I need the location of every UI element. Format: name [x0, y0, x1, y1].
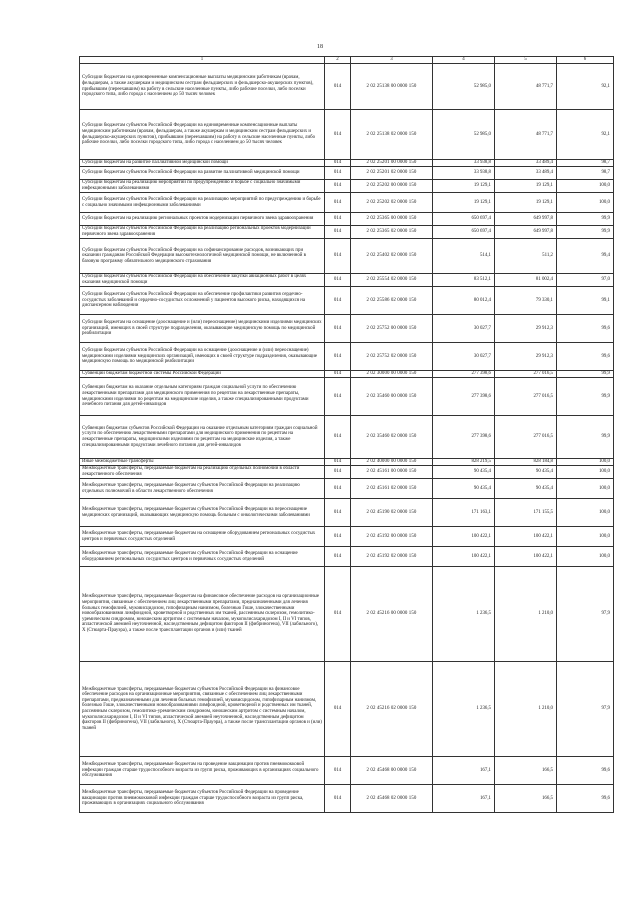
row-description: Субсидии бюджетам субъектов Российской Федерации на обеспечение закупки авиационных работ в целях оказания медицинской помощи	[80, 274, 325, 287]
row-description: Межбюджетные трансферты, передаваемые бюджетам на проведение вакцинации против пневмококковой инфекции граждан старше трудоспособного возраста из групп риска, проживающих в организациях социального обслуживания	[80, 757, 325, 785]
row-percent: 92,1	[557, 64, 614, 110]
table-row	[80, 527, 614, 547]
budget-report-table	[79, 56, 614, 813]
row-kbk: 2 02 45216 02 0000 150	[351, 662, 433, 757]
row-plan: 828 219,5	[433, 459, 495, 466]
row-actual: 828 184,8	[495, 459, 557, 466]
row-kbk: 2 02 45192 02 0000 150	[351, 547, 433, 567]
row-kbk: 2 02 45468 00 0000 150	[351, 757, 433, 785]
row-description: Межбюджетные трансферты, передаваемые бюджетам субъектов Российской Федерации на оснащение оборудованием региональных сосудистых центров и первичных сосудистых отделений	[80, 547, 325, 567]
row-kbk: 2 02 45190 02 0000 150	[351, 499, 433, 527]
table-row	[80, 343, 614, 371]
row-plan: 100 422,1	[433, 547, 495, 567]
table-row	[80, 287, 614, 315]
row-actual: 277 016,5	[495, 371, 557, 378]
row-actual: 277 016,5	[495, 378, 557, 416]
row-description: Субсидии бюджетам на развитие паллиативной медицинской помощи	[80, 160, 325, 167]
row-code: 014	[325, 239, 351, 274]
row-percent: 100,0	[557, 180, 614, 193]
table-row	[80, 226, 614, 239]
row-percent: 92,1	[557, 110, 614, 160]
row-code: 014	[325, 110, 351, 160]
row-kbk: 2 02 25586 02 0000 150	[351, 287, 433, 315]
row-plan: 19 129,1	[433, 193, 495, 213]
row-plan: 277 398,6	[433, 416, 495, 459]
row-code: 014	[325, 371, 351, 378]
row-plan: 80 012,4	[433, 287, 495, 315]
table-row	[80, 785, 614, 813]
table-row	[80, 239, 614, 274]
row-kbk: 2 02 25201 00 0000 150	[351, 160, 433, 167]
row-actual: 171 155,5	[495, 499, 557, 527]
row-description: Субсидии бюджетам на реализацию мероприятий по предупреждению и борьбе с социально значимыми инфекционными заболеваниями	[80, 180, 325, 193]
row-percent: 100,0	[557, 527, 614, 547]
row-code: 014	[325, 180, 351, 193]
column-header: 2	[325, 57, 351, 64]
row-percent: 99,6	[557, 785, 614, 813]
table-row	[80, 180, 614, 193]
column-header: 5	[495, 57, 557, 64]
row-actual: 90 435,4	[495, 479, 557, 499]
row-percent: 99,1	[557, 287, 614, 315]
row-plan: 650 697,4	[433, 226, 495, 239]
row-description: Субвенции бюджетам субъектов Российской Федерации на оказание отдельным категориям граждан социальной услуги по обеспечению лекарственными препаратами для медицинского применения по рецептам на лекарственные препараты, медицинскими изделиями по рецептам на медицинские изделия, а также специализированными продуктами лечебного питания для детей-инвалидов	[80, 416, 325, 459]
row-kbk: 2 02 25201 02 0000 150	[351, 167, 433, 180]
table-row	[80, 274, 614, 287]
column-header: 6	[557, 57, 614, 64]
row-actual: 90 435,4	[495, 466, 557, 479]
row-plan: 90 435,4	[433, 466, 495, 479]
row-kbk: 2 02 25554 02 0000 150	[351, 274, 433, 287]
row-percent: 100,0	[557, 459, 614, 466]
row-code: 014	[325, 213, 351, 226]
row-code: 014	[325, 343, 351, 371]
row-actual: 29 912,3	[495, 315, 557, 343]
row-actual: 81 002,4	[495, 274, 557, 287]
row-kbk: 2 02 40000 00 0000 150	[351, 459, 433, 466]
row-actual: 1 210,0	[495, 662, 557, 757]
row-plan: 167,1	[433, 785, 495, 813]
row-plan: 33 938,8	[433, 167, 495, 180]
header-row	[80, 57, 614, 64]
row-percent: 100,0	[557, 193, 614, 213]
row-kbk: 2 02 25138 02 0000 150	[351, 110, 433, 160]
row-description: Субвенции бюджетам на оказание отдельным категориям граждан социальной услуги по обеспечению лекарственными препаратами для медицинского применения по рецептам на лекарственные препараты, медицинскими изделиями по рецептам на медицинские изделия, а также специализированными продуктами лечебного питания для детей-инвалидов	[80, 378, 325, 416]
table-row	[80, 160, 614, 167]
row-description: Субсидии бюджетам субъектов Российской Федерации на оснащение (дооснащение и (или) переоснащение) медицинскими изделиями медицинских организаций, имеющих в своей структуре подразделения, оказывающие медицинскую помощь по медицинской реабилитации	[80, 343, 325, 371]
row-code: 014	[325, 499, 351, 527]
table-row	[80, 213, 614, 226]
row-kbk: 2 02 25752 02 0000 150	[351, 343, 433, 371]
row-actual: 19 129,1	[495, 180, 557, 193]
row-kbk: 2 02 25365 02 0000 150	[351, 226, 433, 239]
row-percent: 99,9	[557, 226, 614, 239]
row-plan: 1 236,5	[433, 567, 495, 662]
table-row	[80, 378, 614, 416]
row-percent: 98,7	[557, 167, 614, 180]
row-actual: 29 912,3	[495, 343, 557, 371]
row-actual: 33 489,4	[495, 160, 557, 167]
row-code: 014	[325, 378, 351, 416]
row-kbk: 2 02 25202 00 0000 150	[351, 180, 433, 193]
row-percent: 97,0	[557, 274, 614, 287]
row-percent: 99,4	[557, 239, 614, 274]
row-plan: 167,1	[433, 757, 495, 785]
row-actual: 48 771,7	[495, 64, 557, 110]
row-percent: 99,6	[557, 757, 614, 785]
row-kbk: 2 02 45161 00 0000 150	[351, 466, 433, 479]
row-code: 014	[325, 466, 351, 479]
row-kbk: 2 02 25138 00 0000 150	[351, 64, 433, 110]
row-code: 014	[325, 547, 351, 567]
table-row	[80, 167, 614, 180]
row-percent: 99,6	[557, 343, 614, 371]
table-row	[80, 64, 614, 110]
row-percent: 100,0	[557, 479, 614, 499]
row-description: Иные межбюджетные трансферты	[80, 459, 325, 466]
row-plan: 1 236,5	[433, 662, 495, 757]
row-code: 014	[325, 274, 351, 287]
row-actual: 166,5	[495, 757, 557, 785]
row-kbk: 2 02 25365 00 0000 150	[351, 213, 433, 226]
row-actual: 649 997,8	[495, 226, 557, 239]
row-plan: 19 129,1	[433, 180, 495, 193]
table-row	[80, 110, 614, 160]
row-code: 014	[325, 193, 351, 213]
row-plan: 100 422,1	[433, 527, 495, 547]
table-row	[80, 459, 614, 466]
row-percent: 99,9	[557, 371, 614, 378]
row-percent: 99,9	[557, 416, 614, 459]
table-row	[80, 479, 614, 499]
row-actual: 79 330,1	[495, 287, 557, 315]
table-row	[80, 371, 614, 378]
column-header: 3	[351, 57, 433, 64]
row-plan: 52 985,0	[433, 110, 495, 160]
row-plan: 33 938,8	[433, 160, 495, 167]
row-plan: 650 697,4	[433, 213, 495, 226]
row-description: Субвенции бюджетам бюджетной системы Российской Федерации	[80, 371, 325, 378]
row-description: Субсидии бюджетам субъектов Российской Федерации на развитие паллиативной медицинской помощи	[80, 167, 325, 180]
column-header: 1	[80, 57, 325, 64]
row-plan: 30 027,7	[433, 315, 495, 343]
row-code: 014	[325, 160, 351, 167]
row-plan: 514,1	[433, 239, 495, 274]
row-description: Межбюджетные трансферты, передаваемые бюджетам субъектов Российской Федерации на реализацию отдельных полномочий в области лекарственного обеспечения	[80, 479, 325, 499]
row-kbk: 2 02 25402 02 0000 150	[351, 239, 433, 274]
row-kbk: 2 02 45468 02 0000 150	[351, 785, 433, 813]
row-description: Межбюджетные трансферты, передаваемые бюджетам на оснащение оборудованием региональных сосудистых центров и первичных сосудистых отделений	[80, 527, 325, 547]
table-row	[80, 499, 614, 527]
row-plan: 277 398,6	[433, 371, 495, 378]
table-row	[80, 466, 614, 479]
table-row	[80, 547, 614, 567]
row-code: 014	[325, 662, 351, 757]
row-plan: 30 027,7	[433, 343, 495, 371]
row-description: Субсидии бюджетам субъектов Российской Федерации на обеспечение профилактики развития сердечно-сосудистых заболеваний и сердечно-сосудистых осложнений у пациентов высокого риска, находящихся на диспансерном наблюдении	[80, 287, 325, 315]
row-percent: 99,6	[557, 315, 614, 343]
row-percent: 97,9	[557, 567, 614, 662]
row-actual: 649 997,8	[495, 213, 557, 226]
table-row	[80, 315, 614, 343]
row-kbk: 2 02 35460 02 0000 150	[351, 416, 433, 459]
column-header: 4	[433, 57, 495, 64]
row-actual: 166,5	[495, 785, 557, 813]
row-description: Субсидии бюджетам субъектов Российской Федерации на реализацию мероприятий по предупреждению и борьбе с социально значимыми инфекционными заболеваниями	[80, 193, 325, 213]
row-actual: 1 210,0	[495, 567, 557, 662]
row-percent: 100,0	[557, 466, 614, 479]
row-kbk: 2 02 35460 00 0000 150	[351, 378, 433, 416]
row-plan: 277 398,6	[433, 378, 495, 416]
row-percent: 98,7	[557, 160, 614, 167]
row-description: Субсидии бюджетам на оснащение (дооснащение и (или) переоснащение) медицинскими изделиями медицинских организаций, имеющих в своей структуре подразделения, оказывающие медицинскую помощь по медицинской реабилитации	[80, 315, 325, 343]
row-description: Субсидии бюджетам субъектов Российской Федерации на реализацию региональных проектов модернизации первичного звена здравоохранения	[80, 226, 325, 239]
row-actual: 511,2	[495, 239, 557, 274]
row-actual: 33 489,4	[495, 167, 557, 180]
row-description: Субсидии бюджетам на единовременные компенсационные выплаты медицинским работникам (врачам, фельдшерам, а также акушеркам и медицинским сестрам фельдшерских и фельдшерско-акушерских пунктов), прибывшим (переехавшим) на работу в сельские населенные пункты, либо рабочие поселки, либо поселки городского типа, либо города с населением до 50 тысяч человек	[80, 64, 325, 110]
row-kbk: 2 02 25202 02 0000 150	[351, 193, 433, 213]
table-body	[80, 64, 614, 813]
row-percent: 97,9	[557, 662, 614, 757]
row-plan: 83 512,1	[433, 274, 495, 287]
row-actual: 100 422,1	[495, 547, 557, 567]
row-percent: 100,0	[557, 547, 614, 567]
row-percent: 100,0	[557, 499, 614, 527]
row-description: Межбюджетные трансферты, передаваемые бюджетам на реализацию отдельных полномочий в области лекарственного обеспечения	[80, 466, 325, 479]
table-row	[80, 416, 614, 459]
row-description: Межбюджетные трансферты, передаваемые бюджетам субъектов Российской Федерации на проведение вакцинации против пневмококковой инфекции граждан старше трудоспособного возраста из групп риска, проживающих в организациях социального обслуживания	[80, 785, 325, 813]
row-description: Межбюджетные трансферты, передаваемые бюджетам субъектов Российской Федерации на финансовое обеспечение расходов на организационные мероприятия, связанные с обеспечением лиц лекарственными препаратами, предназначенными для лечения больных гемофилией, муковисцидозом, гипофизарным нанизмом, болезнью Гоше, злокачественными новообразованиями лимфоидной, кроветворной и родственных им тканей, рассеянным склерозом, гемолитико-уремическим синдромом, юношеским артритом с системным началом, мукополисахаридозом I, II и VI типов, апластической анемией неуточненной, наследственным дефицитом факторов II (фибриногена), VII (лабильного), X (Стюарта-Прауэра), а также после трансплантации органов и (или) тканей	[80, 662, 325, 757]
page-number: 18	[317, 44, 323, 50]
row-description: Субсидии бюджетам субъектов Российской Федерации на единовременные компенсационные выплаты медицинским работникам (врачам, фельдшерам, а также акушеркам и медицинским сестрам фельдшерских и фельдшерско-акушерских пунктов), прибывшим (переехавшим) на работу в сельские населенные пункты, либо рабочие поселки, либо поселки городского типа, либо города с населением до 50 тысяч человек	[80, 110, 325, 160]
table-row	[80, 193, 614, 213]
table-row	[80, 567, 614, 662]
row-code: 014	[325, 757, 351, 785]
row-description: Субсидии бюджетам на реализацию региональных проектов модернизации первичного звена здравоохранения	[80, 213, 325, 226]
row-code: 014	[325, 226, 351, 239]
row-code: 014	[325, 315, 351, 343]
row-code: 014	[325, 287, 351, 315]
row-code: 014	[325, 527, 351, 547]
row-description: Межбюджетные трансферты, передаваемые бюджетам на финансовое обеспечение расходов на организационные мероприятия, связанные с обеспечением лиц лекарственными препаратами, предназначенными для лечения больных гемофилией, муковисцидозом, гипофизарным нанизмом, болезнью Гоше, злокачественными новообразованиями лимфоидной, кроветворной и родственных им тканей, рассеянным склерозом, гемолитико-уремическим синдромом, юношеским артритом с системным началом, мукополисахаридозом I, II и VI типов, апластической анемией неуточненной, наследственным дефицитом факторов II (фибриногена), VII (лабильного), X (Стюарта-Прауэра), а также после трансплантации органов и (или) тканей	[80, 567, 325, 662]
row-description: Межбюджетные трансферты, передаваемые бюджетам субъектов Российской Федерации на переоснащение медицинских организаций, оказывающих медицинскую помощь больным с онкологическими заболеваниями	[80, 499, 325, 527]
row-percent: 99,9	[557, 213, 614, 226]
row-kbk: 2 02 45192 00 0000 150	[351, 527, 433, 547]
row-description: Субсидии бюджетам субъектов Российской Федерации на софинансирование расходов, возникающих при оказании гражданам Российской Федерации высокотехнологичной медицинской помощи, не включенной в базовую программу обязательного медицинского страхования	[80, 239, 325, 274]
row-code: 014	[325, 479, 351, 499]
row-actual: 19 129,1	[495, 193, 557, 213]
row-actual: 100 422,1	[495, 527, 557, 547]
row-plan: 171 163,1	[433, 499, 495, 527]
row-code: 014	[325, 167, 351, 180]
row-kbk: 2 02 30000 00 0000 150	[351, 371, 433, 378]
row-percent: 99,9	[557, 378, 614, 416]
row-actual: 48 771,7	[495, 110, 557, 160]
row-plan: 52 985,0	[433, 64, 495, 110]
table-row	[80, 757, 614, 785]
table-row	[80, 662, 614, 757]
row-plan: 90 435,4	[433, 479, 495, 499]
row-code: 014	[325, 785, 351, 813]
row-code: 014	[325, 567, 351, 662]
row-kbk: 2 02 45161 02 0000 150	[351, 479, 433, 499]
row-actual: 277 016,5	[495, 416, 557, 459]
row-code: 014	[325, 64, 351, 110]
row-code: 014	[325, 459, 351, 466]
row-kbk: 2 02 25752 00 0000 150	[351, 315, 433, 343]
row-code: 014	[325, 416, 351, 459]
row-kbk: 2 02 45216 00 0000 150	[351, 567, 433, 662]
